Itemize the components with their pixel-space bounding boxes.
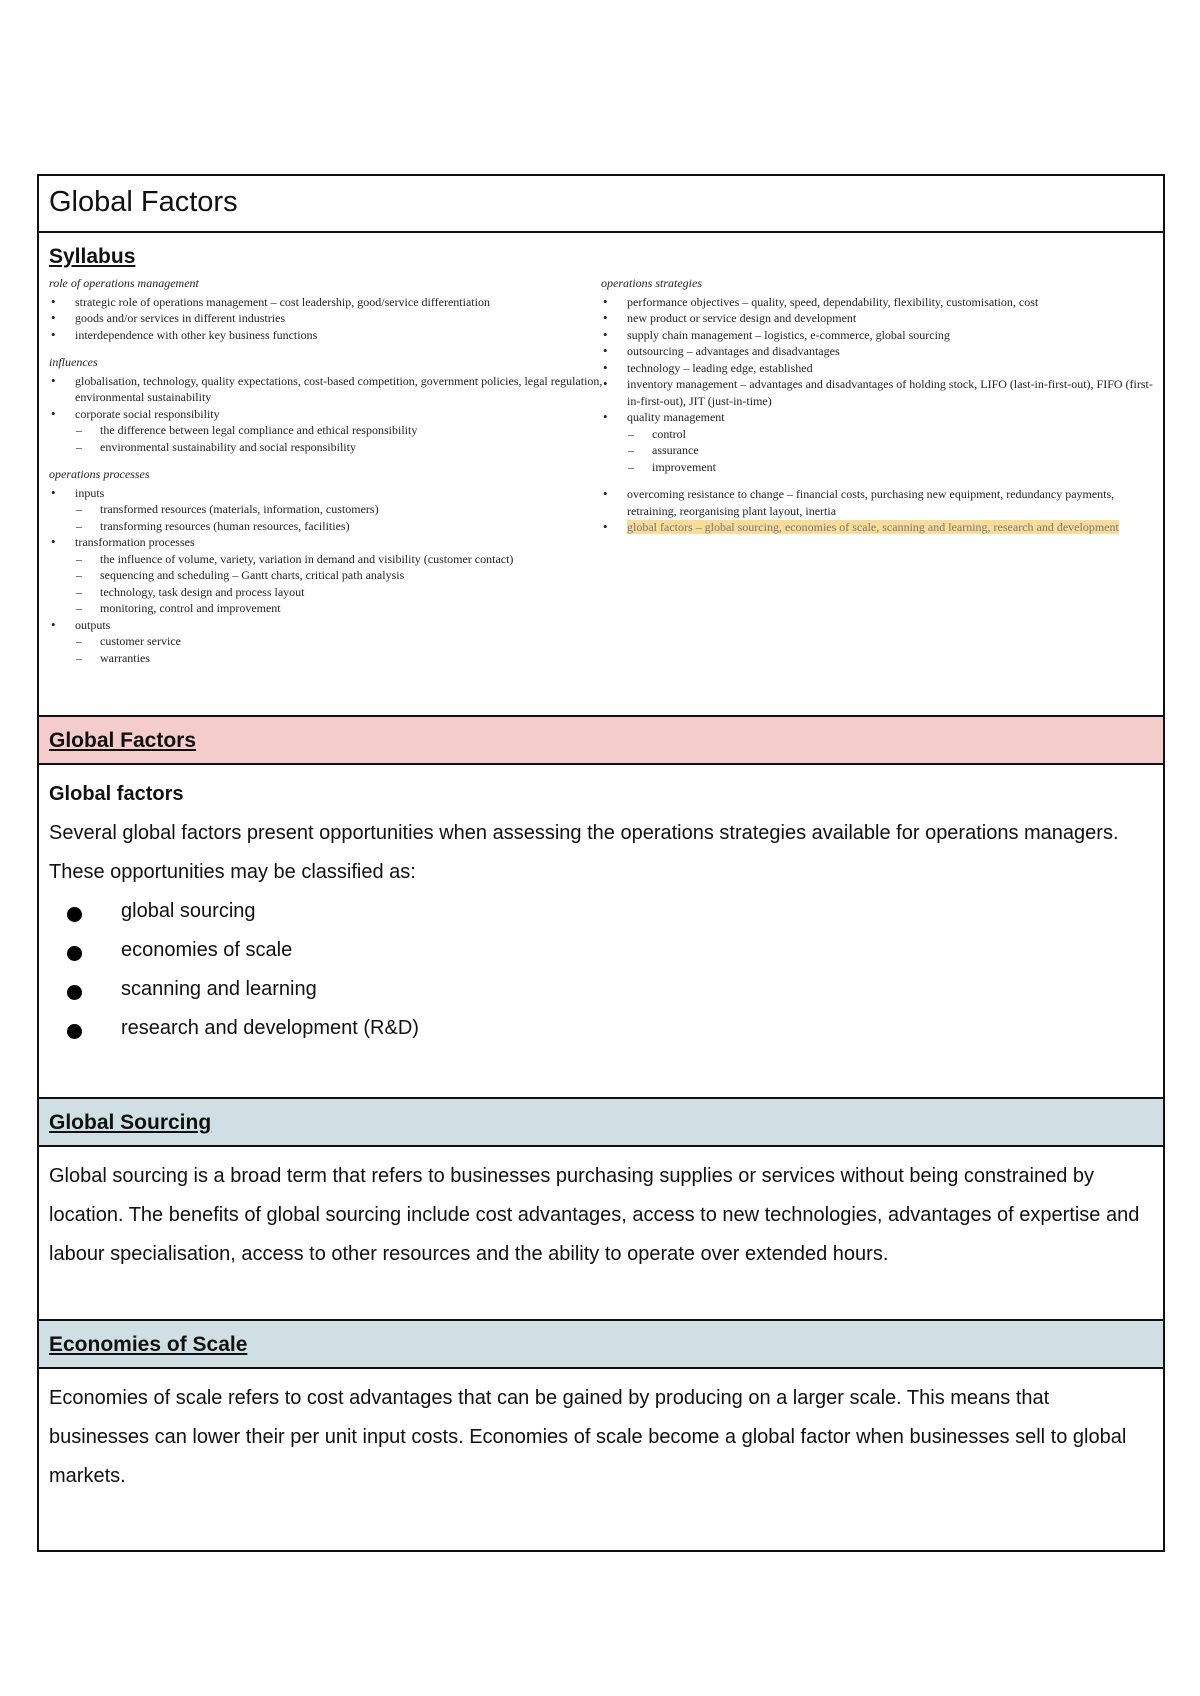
global-factors-heading: Global Factors xyxy=(39,717,1163,765)
syllabus-list xyxy=(49,485,609,667)
list-item xyxy=(49,892,1153,931)
syllabus-heading: Syllabus xyxy=(49,245,136,268)
list-item-text: economies of scale xyxy=(121,939,293,961)
global-factors-body xyxy=(39,765,1163,1099)
syllabus-subitem xyxy=(601,459,1156,476)
global-sourcing-heading: Global Sourcing xyxy=(39,1099,1163,1147)
syllabus-item-text: improvement xyxy=(652,459,716,474)
syllabus-subitem xyxy=(49,439,609,456)
syllabus-item-text: sequencing and scheduling – Gantt charts, critical path analysis xyxy=(100,568,405,582)
syllabus-item-text: customer service xyxy=(100,634,181,648)
list-item xyxy=(49,970,1153,1009)
syllabus-item xyxy=(49,327,609,344)
economies-of-scale-text: Economies of scale refers to cost advantages that can be gained by producing on a larger scale. This means that businesses can lower their per unit input costs. Economies of scale become a global factor when businesses sell to global markets. xyxy=(49,1387,1127,1487)
syllabus-item-text: globalisation, technology, quality expectations, cost-based competition, government policies, legal regulation, environmental sustainability xyxy=(75,373,603,404)
highlighted-syllabus-text: global factors – global sourcing, economies of scale, scanning and learning, research and development xyxy=(627,520,1119,534)
economies-of-scale-body xyxy=(39,1369,1163,1550)
syllabus-subsection-heading: operations strategies xyxy=(601,276,702,290)
list-item xyxy=(49,931,1153,970)
bullet-icon xyxy=(67,946,82,961)
syllabus-item-text: technology – leading edge, established xyxy=(627,360,813,375)
syllabus-subitem xyxy=(49,422,609,439)
syllabus-item xyxy=(601,360,1156,377)
syllabus-subitem xyxy=(49,551,609,568)
syllabus-item-text: corporate social responsibility xyxy=(75,406,220,421)
syllabus-item xyxy=(601,310,1156,327)
syllabus-item-text: interdependence with other key business functions xyxy=(75,327,318,342)
syllabus-item xyxy=(601,486,1156,519)
syllabus-item-text: assurance xyxy=(652,443,699,457)
list-item-text: scanning and learning xyxy=(121,978,317,1000)
list-item-text: global sourcing xyxy=(121,900,256,922)
syllabus-item-text: quality management xyxy=(627,410,725,424)
syllabus-left-column xyxy=(49,275,609,666)
page-title: Global Factors xyxy=(39,176,1163,233)
syllabus-item xyxy=(601,376,1156,409)
global-sourcing-body xyxy=(39,1147,1163,1321)
bullet-icon xyxy=(67,907,82,922)
syllabus-item xyxy=(49,373,609,406)
list-item xyxy=(49,1009,1153,1048)
syllabus-item xyxy=(49,534,609,551)
bullet-icon xyxy=(67,1024,82,1039)
syllabus-item-text: performance objectives – quality, speed, dependability, flexibility, customisation, cost xyxy=(627,294,1039,309)
syllabus-item xyxy=(601,343,1156,360)
syllabus-subitem xyxy=(601,426,1156,443)
syllabus-subsection-heading: influences xyxy=(49,355,98,369)
syllabus-item xyxy=(49,485,609,502)
syllabus-list xyxy=(601,294,1156,536)
syllabus-item xyxy=(49,294,609,311)
syllabus-item-text: technology, task design and process layout xyxy=(100,584,305,599)
syllabus-item xyxy=(601,327,1156,344)
syllabus-item-text: transforming resources (human resources, facilities) xyxy=(100,518,350,533)
syllabus-subsection-heading: role of operations management xyxy=(49,276,199,290)
syllabus-item-text: outsourcing – advantages and disadvantages xyxy=(627,344,840,358)
syllabus-item xyxy=(49,310,609,327)
syllabus-subitem xyxy=(601,442,1156,459)
syllabus-item xyxy=(49,406,609,423)
syllabus-item xyxy=(601,519,1156,536)
syllabus-item-text: control xyxy=(652,426,686,441)
syllabus-item-text: outputs xyxy=(75,617,111,632)
syllabus-subitem xyxy=(49,567,609,584)
syllabus-subsection-heading: operations processes xyxy=(49,467,150,481)
syllabus-list xyxy=(49,373,609,456)
bullet-icon xyxy=(67,985,82,1000)
global-sourcing-text: Global sourcing is a broad term that refers to businesses purchasing supplies or services without being constrained by location. The benefits of global sourcing include cost advantages, access to new technologies, advantages of expertise and labour specialisation, access to other resources and the ability to operate over extended hours. xyxy=(49,1165,1140,1265)
syllabus-list xyxy=(49,294,609,344)
syllabus-item xyxy=(601,294,1156,311)
global-factors-list xyxy=(49,892,1153,1048)
syllabus-item-text: goods and/or services in different industries xyxy=(75,311,286,325)
list-item-text: research and development (R&D) xyxy=(121,1017,419,1039)
syllabus-item-text: new product or service design and development xyxy=(627,311,857,325)
global-factors-subheading: Global factors xyxy=(49,783,184,805)
syllabus-item xyxy=(601,409,1156,426)
syllabus-item-text: monitoring, control and improvement xyxy=(100,601,281,615)
economies-of-scale-heading: Economies of Scale xyxy=(39,1321,1163,1369)
syllabus-right-column xyxy=(601,275,1156,536)
syllabus-subitem xyxy=(49,518,609,535)
syllabus-subitem xyxy=(49,584,609,601)
syllabus-item-text: the difference between legal compliance and ethical responsibility xyxy=(100,423,418,437)
syllabus-item-text: overcoming resistance to change – financial costs, purchasing new equipment, redundancy payments, retraining, reorganising plant layout, inertia xyxy=(627,487,1115,518)
syllabus-item-text: environmental sustainability and social responsibility xyxy=(100,439,356,454)
document-table xyxy=(37,174,1165,1552)
syllabus-item-text: inventory management – advantages and disadvantages of holding stock, LIFO (last-in-first-out), FIFO (first-in-first-out), JIT (just-in-time) xyxy=(627,377,1153,408)
syllabus-section xyxy=(39,233,1163,717)
syllabus-subitem xyxy=(49,501,609,518)
syllabus-subitem xyxy=(49,650,609,667)
syllabus-subitem xyxy=(49,600,609,617)
syllabus-spacer xyxy=(601,475,1156,486)
syllabus-item-text: supply chain management – logistics, e-commerce, global sourcing xyxy=(627,327,950,342)
global-factors-intro: Several global factors present opportunities when assessing the operations strategies available for operations managers. These opportunities may be classified as: xyxy=(49,822,1119,883)
syllabus-item-text: transformation processes xyxy=(75,535,195,549)
syllabus-item-text: transformed resources (materials, information, customers) xyxy=(100,502,379,516)
syllabus-item-text: the influence of volume, variety, variation in demand and visibility (customer contact) xyxy=(100,551,514,566)
syllabus-item-text: inputs xyxy=(75,485,105,500)
syllabus-subitem xyxy=(49,633,609,650)
syllabus-item xyxy=(49,617,609,634)
syllabus-item-text: warranties xyxy=(100,650,150,665)
syllabus-item-text: strategic role of operations management – cost leadership, good/service differentiation xyxy=(75,294,490,309)
